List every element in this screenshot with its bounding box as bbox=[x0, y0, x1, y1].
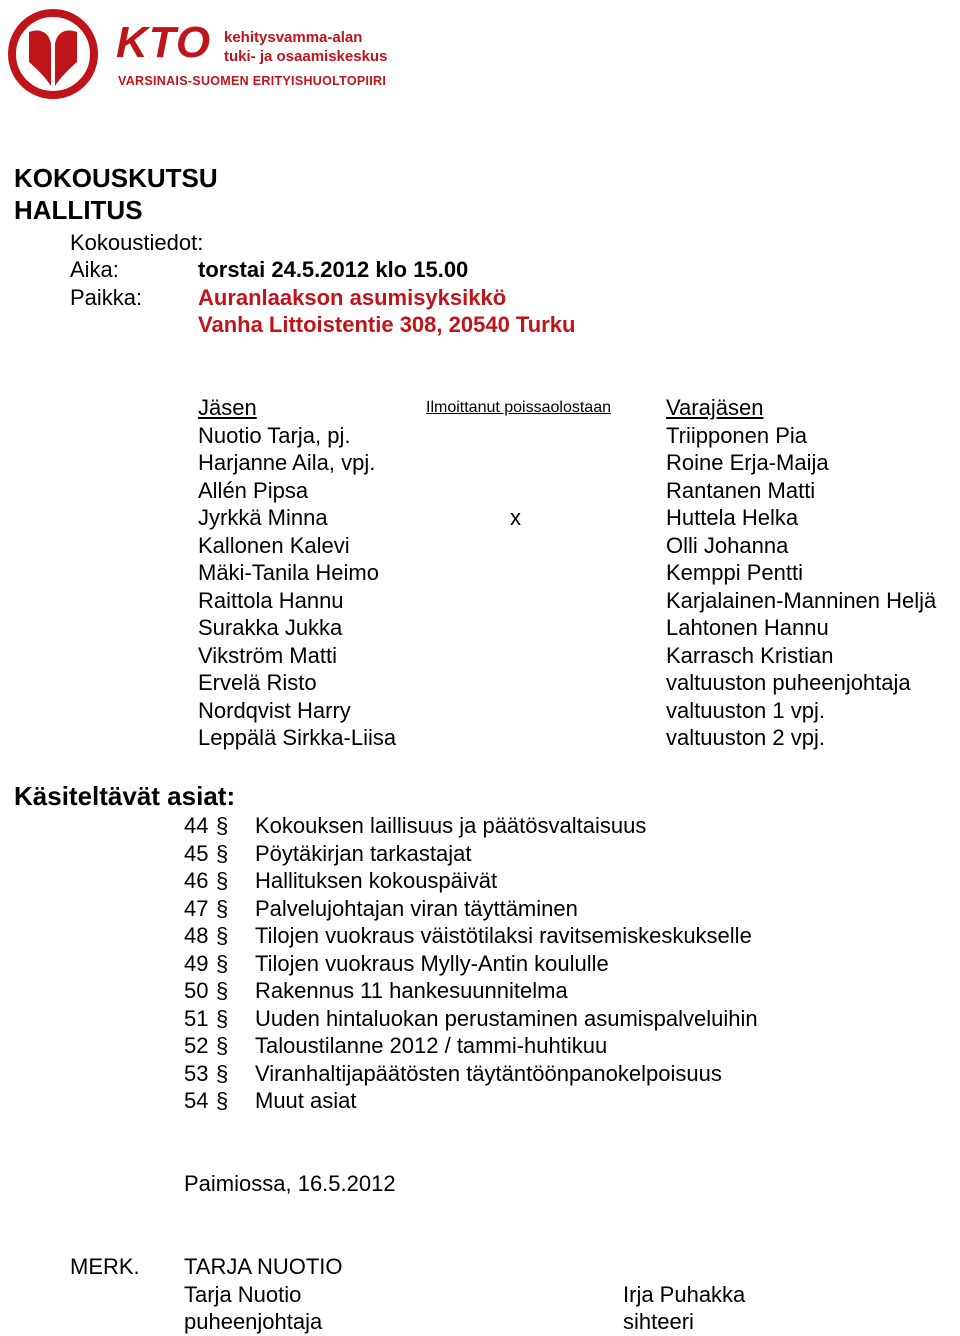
agenda-item-number: 47 bbox=[184, 896, 209, 921]
member-name: Jyrkkä Minna bbox=[198, 505, 328, 530]
place-label: Paikka: bbox=[70, 285, 143, 310]
section-sign: § bbox=[216, 1061, 229, 1086]
agenda-item-number: 46 bbox=[184, 868, 209, 893]
signer1-name: Tarja Nuotio bbox=[184, 1282, 302, 1307]
agenda-item-number: 53 bbox=[184, 1061, 209, 1086]
member-name: Ervelä Risto bbox=[198, 670, 317, 695]
agenda-item-number: 54 bbox=[184, 1088, 209, 1113]
section-sign: § bbox=[216, 813, 229, 838]
place-value: Auranlaakson asumisyksikkö bbox=[198, 285, 507, 310]
section-sign: § bbox=[216, 896, 229, 921]
agenda-item-number: 52 bbox=[184, 1033, 209, 1058]
agenda-item-text: Palvelujohtajan viran täyttäminen bbox=[255, 896, 578, 921]
signer2-title: sihteeri bbox=[623, 1309, 694, 1334]
member-name: Nordqvist Harry bbox=[198, 698, 351, 723]
absence-mark: x bbox=[510, 505, 521, 530]
time-value: torstai 24.5.2012 klo 15.00 bbox=[198, 257, 469, 282]
deputy-column-header: Varajäsen bbox=[666, 395, 764, 420]
signer1-title: puheenjohtaja bbox=[184, 1309, 323, 1334]
member-column-header: Jäsen bbox=[198, 395, 257, 420]
agenda-item-text: Muut asiat bbox=[255, 1088, 357, 1113]
agenda-item-number: 51 bbox=[184, 1006, 209, 1031]
absence-column-header: Ilmoittanut poissaolostaan bbox=[426, 399, 611, 416]
signer2-name: Irja Puhakka bbox=[623, 1282, 746, 1307]
member-name: Nuotio Tarja, pj. bbox=[198, 423, 351, 448]
agenda-item-text: Uuden hintaluokan perustaminen asumispalveluihin bbox=[255, 1006, 758, 1031]
deputy-name: valtuuston 1 vpj. bbox=[666, 698, 825, 723]
address-value: Vanha Littoistentie 308, 20540 Turku bbox=[198, 312, 576, 337]
deputy-name: Olli Johanna bbox=[666, 533, 789, 558]
agenda-item-number: 44 bbox=[184, 813, 209, 838]
member-name: Allén Pipsa bbox=[198, 478, 309, 503]
deputy-name: Triipponen Pia bbox=[666, 423, 808, 448]
agenda-item-number: 50 bbox=[184, 978, 209, 1003]
deputy-name: Roine Erja-Maija bbox=[666, 450, 829, 475]
logo-tagline-2: tuki- ja osaamiskeskus bbox=[224, 48, 388, 65]
place-date: Paimiossa, 16.5.2012 bbox=[184, 1171, 396, 1196]
document-body: HALLITUS bbox=[14, 195, 143, 225]
section-sign: § bbox=[216, 978, 229, 1003]
section-sign: § bbox=[216, 951, 229, 976]
section-sign: § bbox=[216, 923, 229, 948]
merk-label: MERK. bbox=[70, 1254, 140, 1279]
member-name: Leppälä Sirkka-Liisa bbox=[198, 725, 397, 750]
member-name: Kallonen Kalevi bbox=[198, 533, 350, 558]
agenda-title: Käsiteltävät asiat: bbox=[14, 781, 236, 811]
logo-wordmark: KTO bbox=[116, 18, 212, 67]
deputy-name: valtuuston puheenjohtaja bbox=[666, 670, 911, 695]
member-name: Harjanne Aila, vpj. bbox=[198, 450, 376, 475]
member-name: Vikström Matti bbox=[198, 643, 337, 668]
agenda-item-number: 48 bbox=[184, 923, 209, 948]
section-sign: § bbox=[216, 1006, 229, 1031]
agenda-item-number: 45 bbox=[184, 841, 209, 866]
deputy-name: Huttela Helka bbox=[666, 505, 799, 530]
agenda-item-text: Taloustilanne 2012 / tammi-huhtikuu bbox=[255, 1033, 608, 1058]
time-label: Aika: bbox=[70, 257, 119, 282]
deputy-name: Karrasch Kristian bbox=[666, 643, 834, 668]
logo-organization: VARSINAIS-SUOMEN ERITYISHUOLTOPIIRI bbox=[118, 74, 387, 88]
agenda-item-number: 49 bbox=[184, 951, 209, 976]
section-sign: § bbox=[216, 841, 229, 866]
meeting-info-label: Kokoustiedot: bbox=[70, 230, 204, 255]
document-title: KOKOUSKUTSU bbox=[14, 163, 218, 193]
agenda-item-text: Kokouksen laillisuus ja päätösvaltaisuus bbox=[255, 813, 647, 838]
section-sign: § bbox=[216, 1033, 229, 1058]
section-sign: § bbox=[216, 1088, 229, 1113]
deputy-name: Rantanen Matti bbox=[666, 478, 816, 503]
section-sign: § bbox=[216, 868, 229, 893]
deputy-name: valtuuston 2 vpj. bbox=[666, 725, 825, 750]
member-name: Raittola Hannu bbox=[198, 588, 344, 613]
deputy-name: Karjalainen-Manninen Heljä bbox=[666, 588, 937, 613]
agenda-item-text: Tilojen vuokraus Mylly-Antin koululle bbox=[255, 951, 609, 976]
kto-logo-icon bbox=[8, 8, 98, 100]
agenda-item-text: Tilojen vuokraus väistötilaksi ravitsemiskeskukselle bbox=[255, 923, 752, 948]
member-name: Mäki-Tanila Heimo bbox=[198, 560, 379, 585]
deputy-name: Lahtonen Hannu bbox=[666, 615, 829, 640]
agenda-item-text: Pöytäkirjan tarkastajat bbox=[255, 841, 472, 866]
deputy-name: Kemppi Pentti bbox=[666, 560, 803, 585]
agenda-item-text: Hallituksen kokouspäivät bbox=[255, 868, 498, 893]
logo-tagline-1: kehitysvamma-alan bbox=[224, 29, 363, 46]
agenda-item-text: Rakennus 11 hankesuunnitelma bbox=[255, 978, 568, 1003]
agenda-item-text: Viranhaltijapäätösten täytäntöönpanokelpoisuus bbox=[255, 1061, 722, 1086]
member-name: Surakka Jukka bbox=[198, 615, 343, 640]
signer-caps: TARJA NUOTIO bbox=[184, 1254, 343, 1279]
